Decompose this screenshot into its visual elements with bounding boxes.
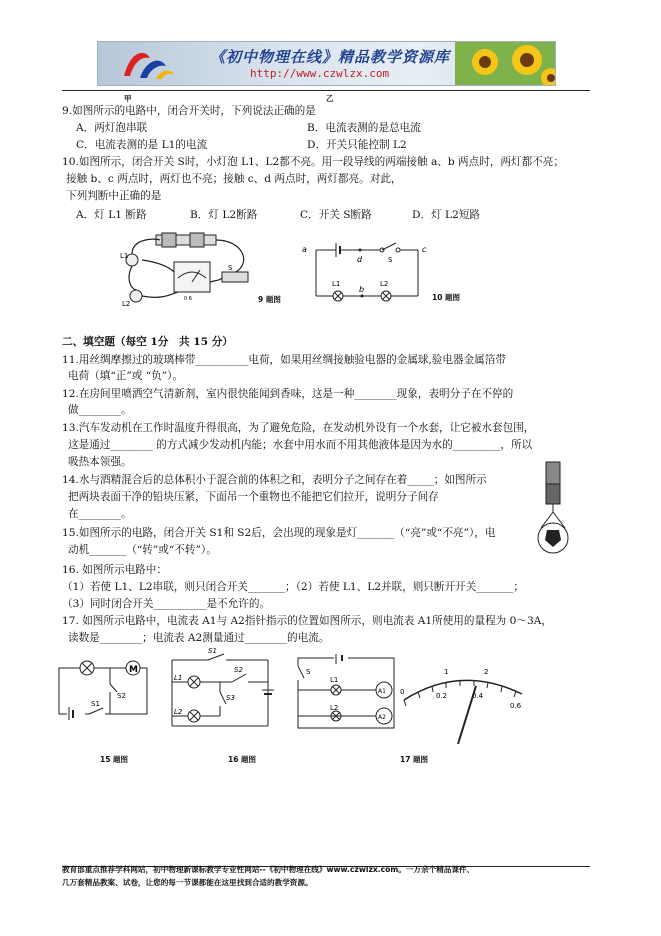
fig9-label-s: S — [228, 264, 233, 272]
header-banner — [97, 41, 556, 86]
q9-option-b: B．电流表测的是总电流 — [307, 122, 421, 134]
fig10-label-a: a — [302, 245, 307, 254]
q11-line1: 11.用丝绸摩擦过的玻璃棒带__________电荷，如果用丝绸接触验电器的金属球,验电器金属箔带 — [62, 354, 506, 366]
q11-line2: 电荷（填“正”或 “负”）。 — [68, 370, 184, 382]
fig10-caption: 10 题图 — [432, 293, 461, 302]
lead-blocks-figure — [534, 460, 574, 555]
q12-line1: 12.在房间里喷洒空气清新剂，室内很快能闻到香味，这是一种________现象，表明分子在不停的 — [62, 388, 514, 400]
banner-url[interactable]: http://www.czwlzx.com — [250, 67, 390, 80]
fig16-label-s3: S3 — [226, 694, 235, 702]
q15-line1: 15.如图所示的电路，闭合开关 S1和 S2后，会出现的现象是灯_______（“亮”或“不亮”），电 — [62, 527, 496, 539]
sunflower-icon — [455, 42, 555, 85]
q13-line1: 13.汽车发动机在工作时温度升得很高，为了避免危险，在发动机外设有一个水套，让它被水套包围， — [62, 422, 535, 434]
fig10-label-l2: L2 — [380, 280, 389, 288]
fig15-motor-label: M — [129, 665, 138, 675]
q16-line3: （3）同时闭合开关__________是不允许的。 — [62, 598, 271, 610]
fig9-caption: 9 题图 — [258, 295, 281, 304]
fig17-label-l2: L2 — [330, 704, 339, 712]
fig17-label-l1: L1 — [330, 676, 339, 684]
fig16-circuit — [168, 648, 288, 738]
footer-line2: 几万套精品教案、试卷，让您的每一节课都能在这里找到合适的教学资源。 — [62, 878, 313, 887]
banner-title: 《初中物理在线》精品教学资源库 — [210, 48, 451, 66]
fig17-tick-0-6: 0.6 — [510, 702, 522, 710]
fig16-label-l1: L1 — [174, 674, 183, 682]
q15-line2: 动机_______（“转”或“不转”）。 — [68, 544, 217, 556]
fig16-label-s2: S2 — [234, 666, 243, 674]
fig16-label-l2: L2 — [174, 708, 183, 716]
fig10-label-c: c — [422, 245, 427, 254]
fig17-tick-0-2: 0.2 — [436, 692, 448, 700]
fig17-tick-0-4: 0.4 — [472, 692, 484, 700]
fig10-label-d: d — [357, 255, 363, 264]
fig17-tick-0: 0 — [400, 688, 405, 696]
q10-option-a: A．灯 L1 断路 — [76, 209, 147, 221]
q10-line2: 接触 b、c 两点时，两灯也不亮；接触 c、d 两点时，两灯都亮。对此， — [66, 173, 402, 185]
fig15-label-s2: S2 — [117, 692, 126, 700]
q10-option-b: B．灯 L2断路 — [190, 209, 258, 221]
site-logo-icon — [120, 46, 180, 82]
fig15-label-s1: S1 — [91, 700, 100, 708]
fig10-circuit — [300, 240, 440, 306]
q9-option-a: A．两灯泡串联 — [76, 122, 148, 134]
fig17-label-s: S — [306, 668, 311, 676]
fig15-circuit — [55, 658, 155, 720]
label-yi: 乙 — [326, 94, 334, 103]
q9-option-c: C．电流表测的是 L1的电流 — [76, 139, 208, 151]
footer-line1: 教育部重点推荐学科网站，初中物理新课标教学专业性网站--《初中物理在线》www.czwlzx.com。一万余个精品课件、 — [62, 865, 475, 874]
q13-line3: 吸热本领强。 — [68, 456, 132, 468]
fig17-tick-1: 1 — [444, 668, 449, 676]
fig16-label-s1: S1 — [208, 648, 217, 655]
q14-line2: 把两块表面干净的铅块压紧，下面吊一个重物也不能把它们拉开，说明分子间存 — [68, 491, 439, 503]
fig15-caption: 15 题图 — [100, 755, 129, 764]
q16-line2: （1）若使 L1、L2串联，则只闭合开关_______；（2）若使 L1、L2并联，则只断开开关_______； — [62, 581, 524, 593]
q10-line1: 10.如图所示，闭合开关 S时，小灯泡 L1、L2都不亮。用一段导线的两端接触 a、b 两点时，两灯都不亮； — [62, 156, 564, 168]
q16-line1: 16. 如图所示电路中： — [62, 564, 167, 576]
q14-line3: 在________。 — [68, 508, 132, 520]
fig17-label-a1: A1 — [378, 688, 386, 695]
fig9-label-l1: L1 — [120, 252, 129, 260]
fig17-circuit — [294, 654, 404, 734]
fig17-label-a2: A2 — [378, 714, 386, 721]
q10-option-d: D．灯 L2短路 — [412, 209, 481, 221]
q17-line1: 17. 如图所示电路中，电流表 A1与 A2指针指示的位置如图所示，则电流表 A1所使用的量程为 0～3A， — [62, 615, 552, 627]
header-rule — [62, 90, 590, 91]
fig17-tick-2: 2 — [484, 668, 489, 676]
q10-option-c: C．开关 S断路 — [300, 209, 372, 221]
fig9-meter-scale: 0 6 — [184, 296, 192, 302]
q17-line2: 读数是________；电流表 A2测量通过________的电流。 — [68, 632, 330, 644]
q14-line1: 14.水与酒精混合后的总体积小于混合前的体积之和，表明分子之间存在着_____；如图所示 — [62, 474, 487, 486]
fig10-label-s: S — [388, 256, 393, 264]
q9-stem: 9.如图所示的电路中，闭合开关时，下列说法正确的是 — [62, 105, 316, 117]
q13-line2: 这是通过________ 的方式减少发动机内能；水套中用水而不用其他液体是因为水的_________，所以 — [68, 439, 533, 451]
q10-line3: 下列判断中正确的是 — [66, 190, 162, 202]
fig17-ammeter-dial — [398, 664, 528, 744]
q9-option-d: D．开关只能控制 L2 — [307, 139, 407, 151]
fig9-apparatus — [112, 232, 262, 312]
fig16-caption: 16 题图 — [228, 755, 257, 764]
label-jia: 甲 — [124, 94, 132, 103]
fig17-caption: 17 题图 — [400, 755, 429, 764]
fig10-label-l1: L1 — [332, 280, 341, 288]
fig10-label-b: b — [359, 285, 365, 294]
q12-line2: 做________。 — [68, 404, 132, 416]
section2-heading: 二、填空题（每空 1分 共 15 分） — [62, 336, 233, 348]
fig9-label-l2: L2 — [122, 300, 131, 308]
